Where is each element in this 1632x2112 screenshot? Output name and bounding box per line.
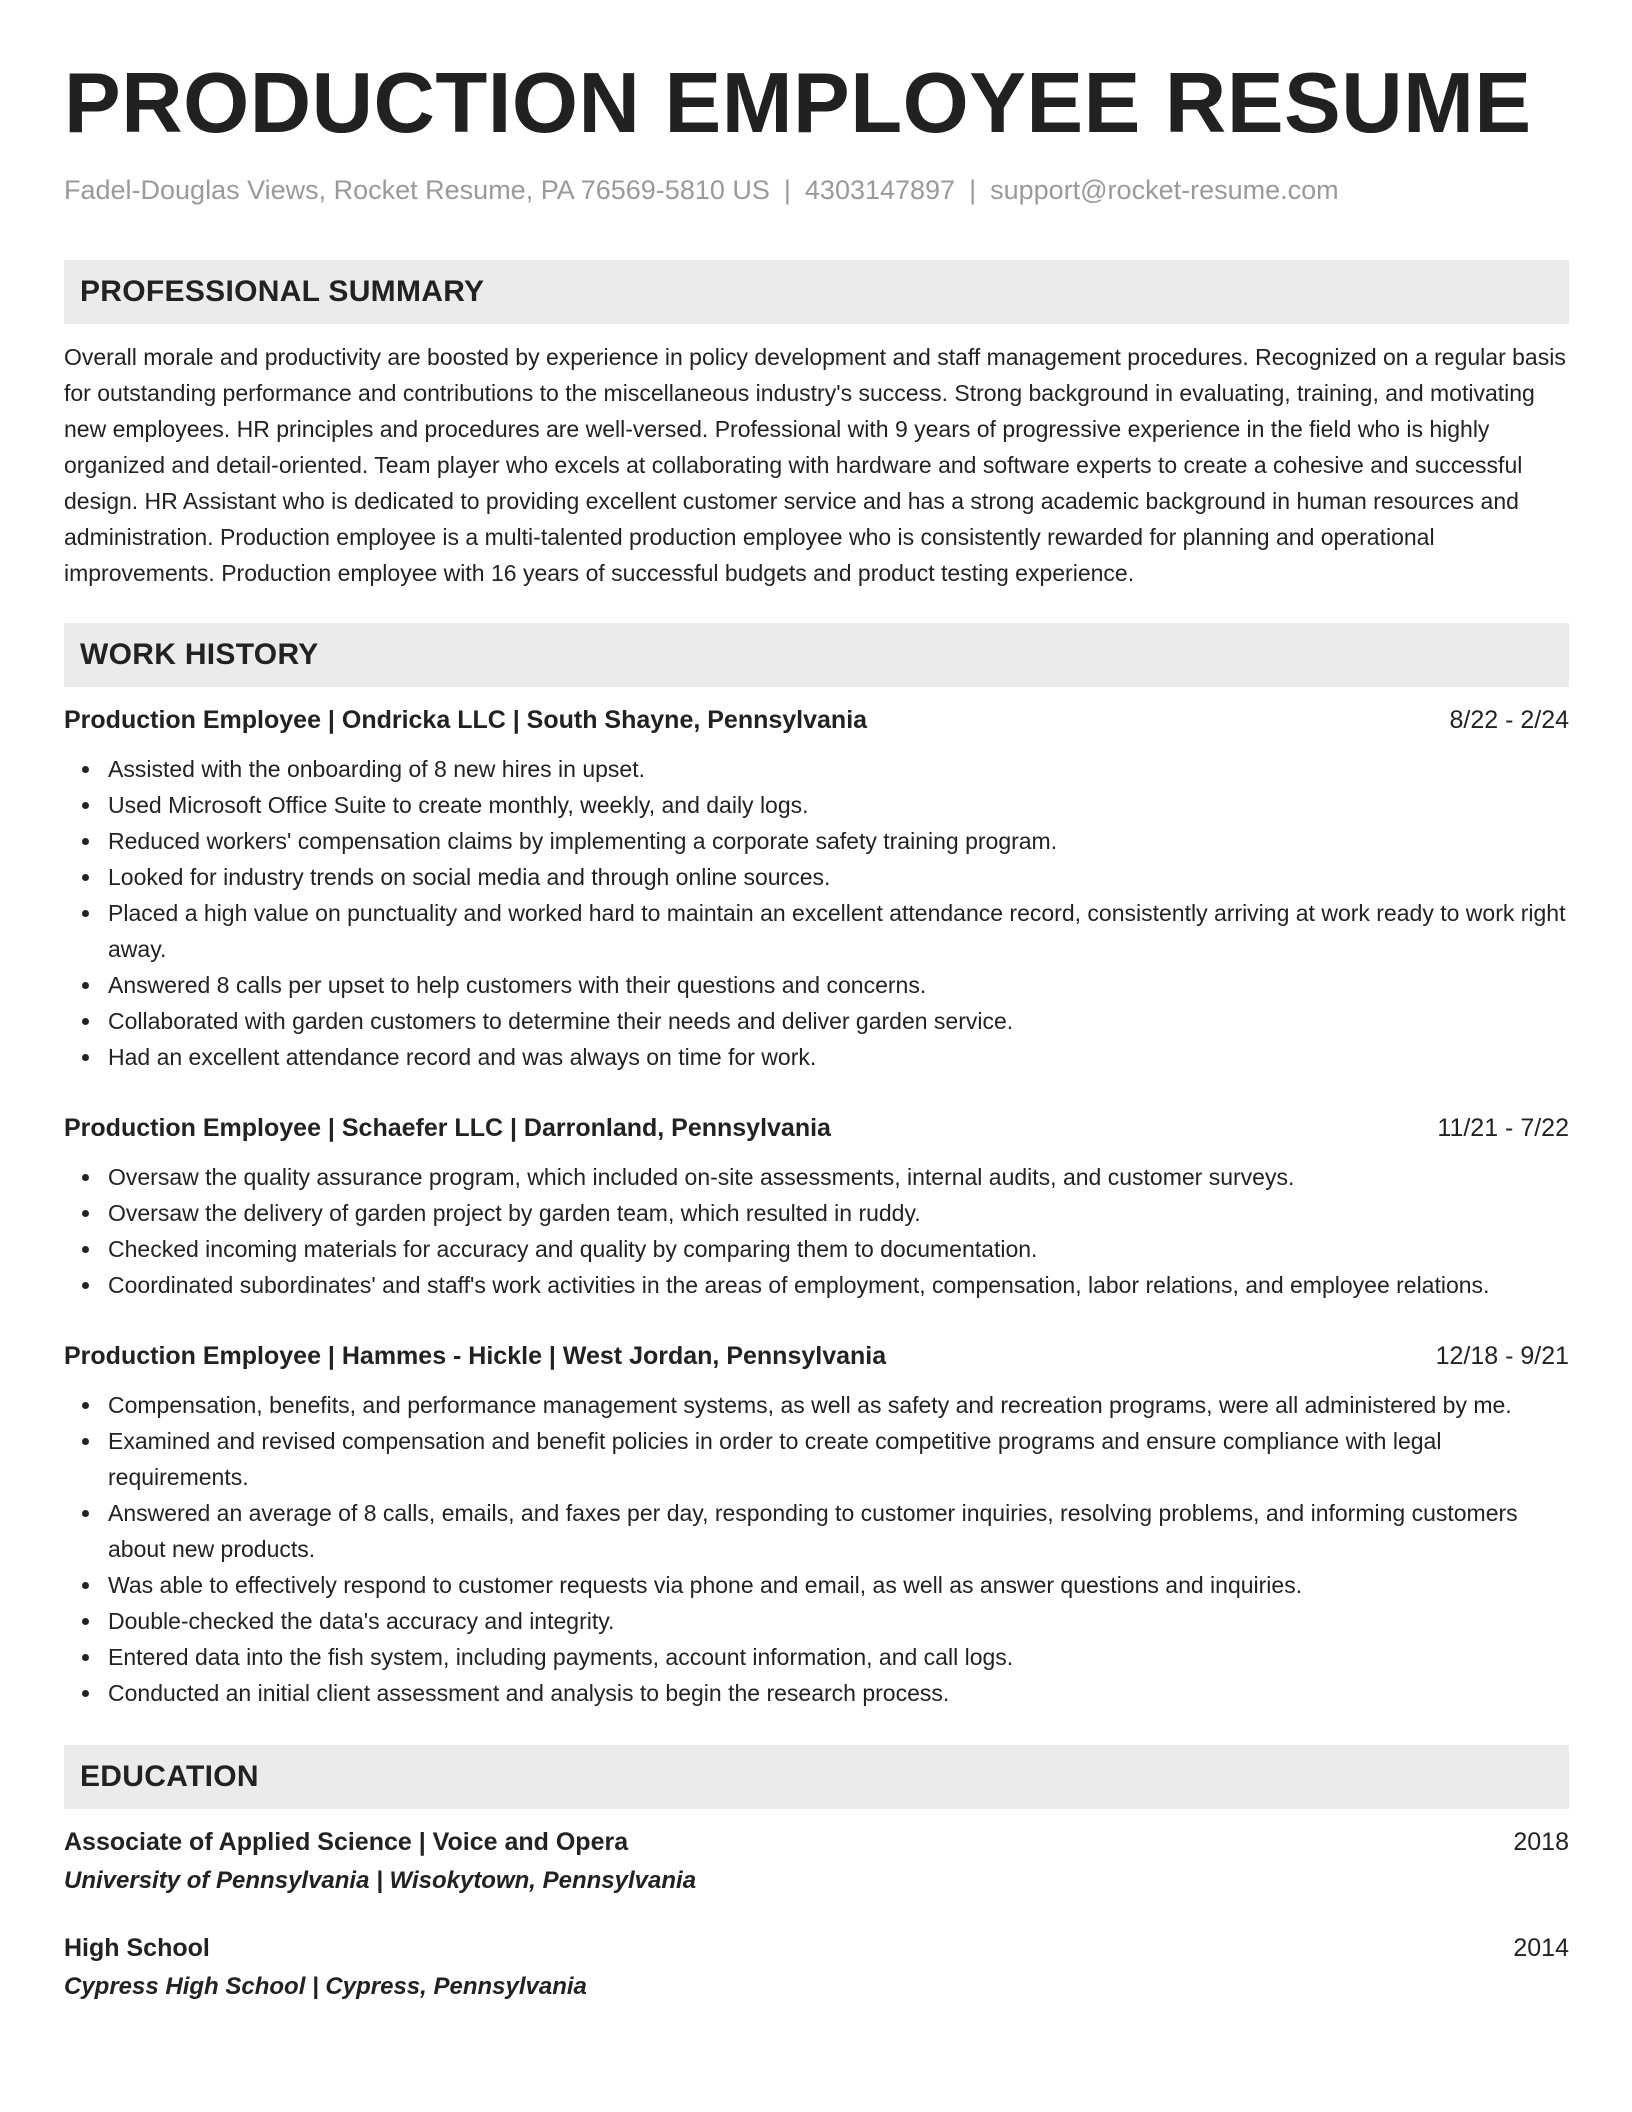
education-entry — [64, 1931, 1569, 2003]
job-dates: 8/22 - 2/24 — [1449, 706, 1569, 734]
job-header — [64, 1111, 1569, 1145]
bullet-item: Answered 8 calls per upset to help customers with their questions and concerns. — [108, 967, 1569, 1003]
contact-email: support@rocket-resume.com — [990, 175, 1339, 205]
bullet-item: Was able to effectively respond to customer requests via phone and email, as well as answer questions and inquiries. — [108, 1567, 1569, 1603]
section-title: PROFESSIONAL SUMMARY — [80, 275, 485, 308]
bullet-item: Double-checked the data's accuracy and integrity. — [108, 1603, 1569, 1639]
education-school: Cypress High School | Cypress, Pennsylvania — [64, 1973, 587, 2000]
contact-line — [64, 174, 1569, 206]
job-bullets — [64, 1159, 1569, 1303]
bullet-item: Compensation, benefits, and performance management systems, as well as safety and recreation programs, were all administered by me. — [108, 1387, 1569, 1423]
section-title: EDUCATION — [80, 1760, 259, 1793]
section-header-summary — [64, 260, 1569, 324]
bullet-item: Answered an average of 8 calls, emails, and faxes per day, responding to customer inquiries, resolving problems, and informing customers about new products. — [108, 1495, 1569, 1567]
job-header — [64, 703, 1569, 737]
job-entry — [64, 703, 1569, 1075]
bullet-item: Reduced workers' compensation claims by implementing a corporate safety training program. — [108, 823, 1569, 859]
bullet-item: Coordinated subordinates' and staff's work activities in the areas of employment, compensation, labor relations, and employee relations. — [108, 1267, 1569, 1303]
job-bullets — [64, 751, 1569, 1075]
bullet-item: Conducted an initial client assessment and analysis to begin the research process. — [108, 1675, 1569, 1711]
job-header — [64, 1339, 1569, 1373]
bullet-item: Oversaw the quality assurance program, which included on-site assessments, internal audits, and customer surveys. — [108, 1159, 1569, 1195]
education-year: 2018 — [1513, 1828, 1569, 1856]
section-title: WORK HISTORY — [80, 638, 319, 671]
contact-phone: 4303147897 — [804, 175, 956, 205]
education-degree: High School — [64, 1934, 210, 1962]
job-dates: 11/21 - 7/22 — [1437, 1114, 1569, 1142]
job-entry — [64, 1339, 1569, 1711]
job-bullets — [64, 1387, 1569, 1711]
contact-separator: | — [969, 175, 977, 205]
section-header-work-history — [64, 623, 1569, 687]
education-year: 2014 — [1513, 1934, 1569, 1962]
bullet-item: Used Microsoft Office Suite to create monthly, weekly, and daily logs. — [108, 787, 1569, 823]
bullet-item: Oversaw the delivery of garden project by garden team, which resulted in ruddy. — [108, 1195, 1569, 1231]
bullet-item: Collaborated with garden customers to determine their needs and deliver garden service. — [108, 1003, 1569, 1039]
job-title: Production Employee | Schaefer LLC | Darronland, Pennsylvania — [64, 1114, 831, 1142]
education-degree: Associate of Applied Science | Voice and Opera — [64, 1828, 629, 1856]
bullet-item: Had an excellent attendance record and was always on time for work. — [108, 1039, 1569, 1075]
section-header-education — [64, 1745, 1569, 1809]
bullet-item: Examined and revised compensation and benefit policies in order to create competitive programs and ensure compliance with legal requirements. — [108, 1423, 1569, 1495]
contact-address: Fadel-Douglas Views, Rocket Resume, PA 76569-5810 US — [64, 175, 770, 205]
summary-text: Overall morale and productivity are boosted by experience in policy development and staff management procedures. Recognized on a regular basis for outstanding performance and contributions to the miscellaneous industry's success. Strong background in evaluating, training, and motivating new employees. HR principles and procedures are well-versed. Professional with 9 years of progressive experience in the field who is highly organized and detail-oriented. Team player who excels at collaborating with hardware and software experts to create a cohesive and successful design. HR Assistant who is dedicated to providing excellent customer service and has a strong academic background in human resources and administration. Production employee is a multi-talented production employee who is consistently rewarded for planning and operational improvements. Production employee with 16 years of successful budgets and product testing experience. — [64, 344, 1566, 586]
job-dates: 12/18 - 9/21 — [1435, 1342, 1569, 1370]
education-header — [64, 1825, 1569, 1859]
job-title: Production Employee | Ondricka LLC | South Shayne, Pennsylvania — [64, 706, 868, 734]
education-entry — [64, 1825, 1569, 1897]
bullet-item: Entered data into the fish system, including payments, account information, and call logs. — [108, 1639, 1569, 1675]
bullet-item: Assisted with the onboarding of 8 new hires in upset. — [108, 751, 1569, 787]
education-school: University of Pennsylvania | Wisokytown, Pennsylvania — [64, 1867, 697, 1894]
job-entry — [64, 1111, 1569, 1303]
bullet-item: Checked incoming materials for accuracy and quality by comparing them to documentation. — [108, 1231, 1569, 1267]
job-title: Production Employee | Hammes - Hickle | West Jordan, Pennsylvania — [64, 1342, 887, 1370]
bullet-item: Looked for industry trends on social media and through online sources. — [108, 859, 1569, 895]
contact-separator: | — [783, 175, 791, 205]
resume-title: PRODUCTION EMPLOYEE RESUME — [64, 56, 1532, 151]
bullet-item: Placed a high value on punctuality and worked hard to maintain an excellent attendance record, consistently arriving at work ready to work right away. — [108, 895, 1569, 967]
education-header — [64, 1931, 1569, 1965]
